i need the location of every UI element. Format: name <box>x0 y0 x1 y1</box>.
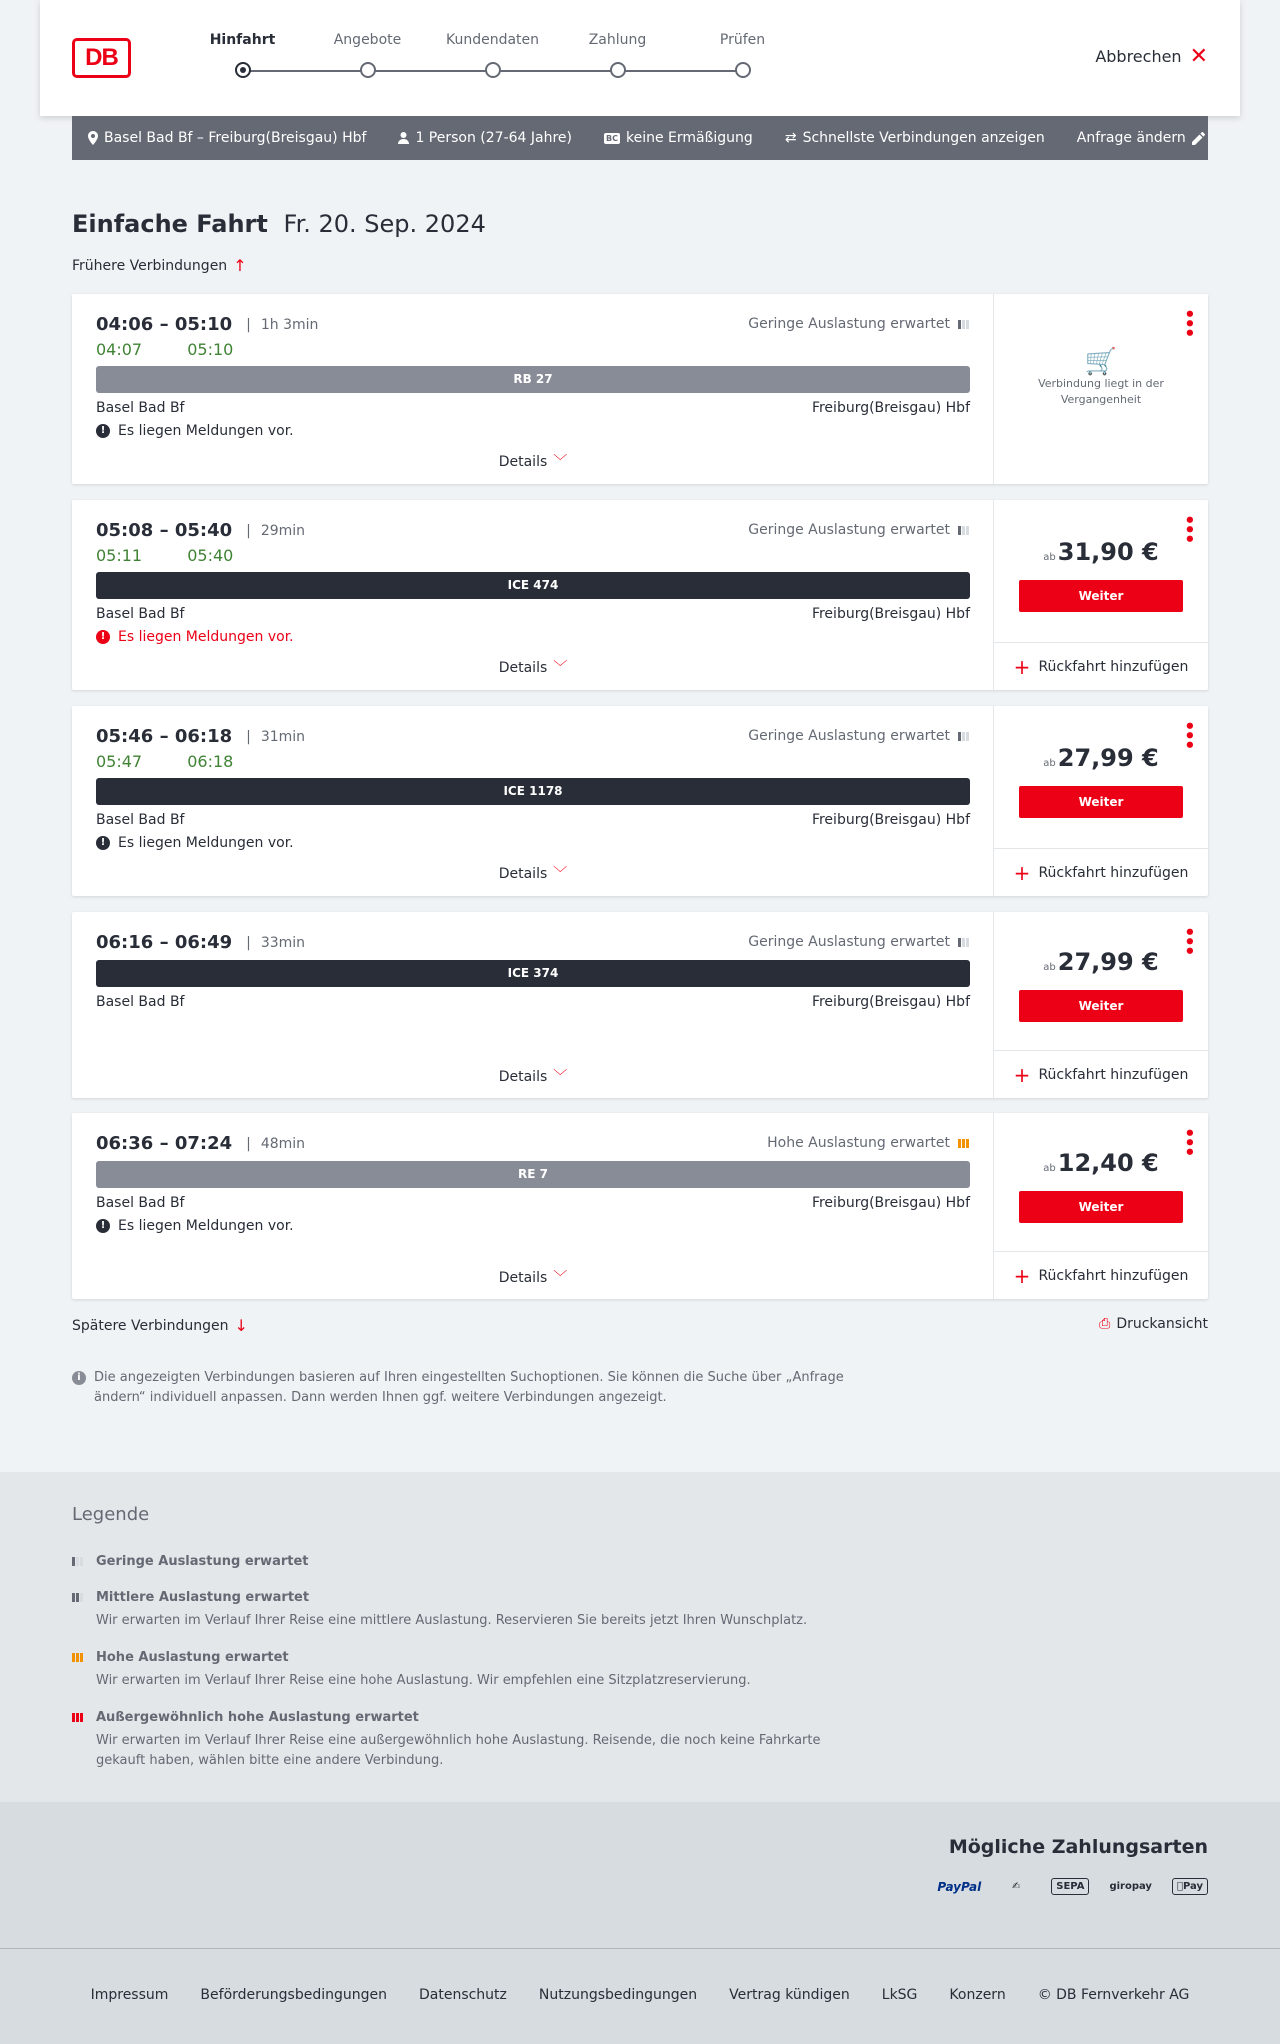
plus-icon: + <box>1013 1062 1031 1087</box>
step-dot <box>735 62 751 78</box>
route-summary <box>88 130 366 146</box>
legend-item <box>72 1710 852 1771</box>
time-range: 06:16 – 06:49 <box>96 932 233 953</box>
time-range: 04:06 – 05:10 <box>96 314 233 335</box>
details-label: Details <box>498 454 548 470</box>
step-pruefen <box>680 32 805 52</box>
duration: 48min <box>260 1135 306 1152</box>
realtime-arrival: 05:10 <box>187 340 234 359</box>
load-indicator <box>748 728 969 744</box>
separator: | <box>246 934 251 951</box>
add-return-label: Rückfahrt hinzufügen <box>1038 864 1189 881</box>
legend-label: Hohe Auslastung erwartet <box>96 1650 289 1665</box>
load-indicator <box>767 1135 969 1151</box>
arrow-down-icon: ↓ <box>234 1316 248 1335</box>
stations-row <box>96 400 970 416</box>
load-indicator <box>748 934 969 950</box>
payment-title: Mögliche Zahlungsarten <box>948 1836 1208 1858</box>
more-options-icon[interactable]: ••• <box>1178 720 1199 749</box>
price-prefix: ab <box>1043 552 1056 563</box>
step-dot <box>360 62 376 78</box>
price-value: 31,90 € <box>1057 538 1159 566</box>
step-label: Hinfahrt <box>209 32 276 48</box>
person-icon <box>398 132 409 144</box>
print-view-link[interactable] <box>1099 1316 1208 1332</box>
more-options-icon[interactable]: ••• <box>1178 1127 1199 1156</box>
realtime-times <box>96 752 273 771</box>
connection-main <box>72 912 994 1098</box>
db-logo[interactable]: DB <box>72 38 131 78</box>
cart-unavailable-icon: 🛒 <box>1084 347 1118 377</box>
price <box>994 948 1208 976</box>
legend-title: Legende <box>72 1504 150 1525</box>
add-return-label: Rückfahrt hinzufügen <box>1038 658 1189 675</box>
cancel-button[interactable] <box>1095 43 1208 69</box>
details-toggle[interactable] <box>72 1267 994 1287</box>
option-text: Schnellste Verbindungen anzeigen <box>802 130 1045 146</box>
legend-label: Außergewöhnlich hohe Auslastung erwartet <box>96 1710 419 1725</box>
add-return-button[interactable] <box>994 848 1208 896</box>
sepa-icon: SEPA <box>1051 1878 1089 1895</box>
load-text: Geringe Auslastung erwartet <box>748 728 950 744</box>
later-connections-link[interactable] <box>72 1316 248 1335</box>
price-prefix: ab <box>1043 1163 1056 1174</box>
connection-card[interactable] <box>72 912 1208 1098</box>
chevron-down-icon: ﹀ <box>553 454 568 470</box>
print-label: Druckansicht <box>1116 1316 1208 1332</box>
continue-button[interactable]: Weiter <box>1019 580 1183 612</box>
connection-card[interactable] <box>72 294 1208 484</box>
alert-icon: ! <box>96 1219 110 1233</box>
continue-button[interactable]: Weiter <box>1019 1191 1183 1223</box>
step-label: Prüfen <box>719 32 766 48</box>
chevron-down-icon: ﹀ <box>553 866 568 882</box>
traveller-text: 1 Person (27-64 Jahre) <box>415 130 572 146</box>
connection-card[interactable] <box>72 706 1208 896</box>
footer-link-konzern[interactable]: Konzern <box>949 1987 1006 2003</box>
past-connection-notice <box>994 347 1208 408</box>
step-label: Kundendaten <box>445 32 540 48</box>
legend-description: Wir erwarten im Verlauf Ihrer Reise eine außergewöhnlich hohe Auslastung. Reisende, die noch keine Fahrkarte gekauft haben, wählen bitte eine andere Verbindung. <box>96 1733 821 1768</box>
low-load-icon <box>958 320 969 329</box>
continue-button[interactable]: Weiter <box>1019 786 1183 818</box>
connection-offer <box>994 912 1208 1098</box>
add-return-label: Rückfahrt hinzufügen <box>1038 1066 1189 1083</box>
price-value: 12,40 € <box>1057 1149 1159 1177</box>
add-return-label: Rückfahrt hinzufügen <box>1038 1267 1189 1284</box>
plus-icon: + <box>1013 654 1031 679</box>
duration: 1h 3min <box>260 316 319 333</box>
connection-card[interactable] <box>72 1113 1208 1299</box>
arrival-station: Freiburg(Breisgau) Hbf <box>811 400 970 416</box>
details-label: Details <box>498 1270 548 1286</box>
step-kundendaten <box>430 32 555 52</box>
footer <box>0 1948 1280 2044</box>
footer-link-impressum[interactable]: Impressum <box>90 1987 169 2003</box>
earlier-label: Frühere Verbindungen <box>72 257 228 274</box>
high-load-icon <box>958 1139 969 1148</box>
paypal-icon: PayPal <box>937 1879 982 1894</box>
stations-row <box>96 812 970 828</box>
add-return-button[interactable] <box>994 1050 1208 1098</box>
past-text-line1: Verbindung liegt in der <box>1038 377 1164 390</box>
step-label: Angebote <box>333 32 402 48</box>
connection-times <box>96 314 318 335</box>
arrival-station: Freiburg(Breisgau) Hbf <box>811 606 970 622</box>
change-request-button[interactable] <box>1077 130 1205 146</box>
stations-row <box>96 606 970 622</box>
step-dot-active <box>235 62 251 78</box>
giropay-icon: giropay <box>1109 1881 1152 1892</box>
bahncard-icon: BC <box>606 133 618 143</box>
message-notice <box>96 835 294 851</box>
message-notice <box>96 423 294 439</box>
load-text: Hohe Auslastung erwartet <box>767 1135 950 1151</box>
message-text: Es liegen Meldungen vor. <box>118 629 294 645</box>
footer-link-nutzungsbedingungen[interactable]: Nutzungsbedingungen <box>538 1987 698 2003</box>
route-text: Basel Bad Bf – Freiburg(Breisgau) Hbf <box>104 130 367 146</box>
footer-links <box>0 1987 1280 2003</box>
apple-pay-label: Pay <box>1182 1881 1203 1892</box>
continue-button[interactable]: Weiter <box>1019 990 1183 1022</box>
price-prefix: ab <box>1043 962 1056 973</box>
booking-header <box>40 0 1240 116</box>
low-load-icon <box>72 1557 88 1566</box>
load-indicator <box>748 522 969 538</box>
stations-row <box>96 994 970 1010</box>
details-label: Details <box>498 660 548 676</box>
connection-offer <box>994 706 1208 896</box>
footer-link-lksg[interactable]: LkSG <box>881 1987 918 2003</box>
legend-section <box>0 1472 1280 1802</box>
legend-item <box>72 1590 852 1631</box>
realtime-times <box>96 340 273 359</box>
details-toggle[interactable] <box>72 863 994 883</box>
stations-row <box>96 1195 970 1211</box>
plus-icon: + <box>1013 1263 1031 1288</box>
high-load-icon <box>72 1653 88 1662</box>
step-hinfahrt[interactable] <box>180 32 305 52</box>
legend-item-title <box>72 1650 852 1665</box>
cancel-label: Abbrechen <box>1095 47 1182 66</box>
details-toggle[interactable] <box>72 657 994 677</box>
step-zahlung <box>555 32 680 52</box>
plus-icon: + <box>1013 860 1031 885</box>
legend-description: Wir erwarten im Verlauf Ihrer Reise eine mittlere Auslastung. Reservieren Sie bereits jetzt Ihren Wunschplatz. <box>96 1613 808 1628</box>
train-bar[interactable]: ICE 1178 <box>96 778 970 805</box>
separator: | <box>246 728 251 745</box>
realtime-departure: 04:07 <box>96 340 143 359</box>
message-notice <box>96 1218 294 1234</box>
credit-card-hand-icon: ✍ <box>1012 1881 1021 1892</box>
copyright: © DB Fernverkehr AG <box>1037 1987 1190 2003</box>
connection-main <box>72 294 994 484</box>
connection-offer <box>994 1113 1208 1299</box>
low-load-icon <box>958 938 969 947</box>
details-label: Details <box>498 1069 548 1085</box>
chevron-down-icon: ﹀ <box>553 1270 568 1286</box>
connection-offer <box>994 500 1208 690</box>
step-dot <box>610 62 626 78</box>
connection-main <box>72 1113 994 1299</box>
duration: 33min <box>260 934 306 951</box>
legend-item-title <box>72 1710 852 1725</box>
info-text: Die angezeigten Verbindungen basieren auf Ihren eingestellten Suchoptionen. Sie können die Suche über „Anfrage ändern“ individuell anpassen. Dann werden Ihnen ggf. weitere Verbindungen angezeigt. <box>94 1370 844 1405</box>
message-text: Es liegen Meldungen vor. <box>118 1218 294 1234</box>
connection-times <box>96 932 305 953</box>
message-notice <box>96 629 294 645</box>
message-text: Es liegen Meldungen vor. <box>118 835 294 851</box>
progress-stepper <box>180 32 780 82</box>
departure-station: Basel Bad Bf <box>96 994 185 1010</box>
legend-item-title <box>72 1590 852 1605</box>
price-value: 27,99 € <box>1057 744 1159 772</box>
separator: | <box>246 522 251 539</box>
arrow-up-icon: ↑ <box>233 256 247 275</box>
chevron-down-icon: ﹀ <box>553 660 568 676</box>
time-range: 05:46 – 06:18 <box>96 726 233 747</box>
more-options-icon[interactable]: ••• <box>1178 514 1199 543</box>
legend-description: Wir erwarten im Verlauf Ihrer Reise eine hohe Auslastung. Wir empfehlen eine Sitzplatzreservierung. <box>96 1673 751 1688</box>
step-label: Zahlung <box>588 32 647 48</box>
more-options-icon[interactable]: ••• <box>1178 308 1199 337</box>
train-bar[interactable]: ICE 474 <box>96 572 970 599</box>
step-angebote <box>305 32 430 52</box>
close-icon: ✕ <box>1189 43 1208 69</box>
details-toggle[interactable] <box>72 1066 994 1086</box>
more-options-icon[interactable]: ••• <box>1178 926 1199 955</box>
separator: | <box>246 316 251 333</box>
very-high-load-icon <box>72 1713 88 1722</box>
arrival-station: Freiburg(Breisgau) Hbf <box>811 812 970 828</box>
info-icon: i <box>72 1371 86 1385</box>
train-bar[interactable]: RE 7 <box>96 1161 970 1188</box>
connection-main <box>72 706 994 896</box>
trip-date: Fr. 20. Sep. 2024 <box>283 210 486 238</box>
printer-icon: ⎙ <box>1099 1316 1111 1332</box>
load-text: Geringe Auslastung erwartet <box>748 934 950 950</box>
realtime-arrival: 05:40 <box>187 546 234 565</box>
train-bar[interactable]: RB 27 <box>96 366 970 393</box>
legend-label: Mittlere Auslastung erwartet <box>96 1590 310 1605</box>
page-title <box>72 210 486 238</box>
train-bar[interactable]: ICE 374 <box>96 960 970 987</box>
footer-link-befoerderungsbedingungen[interactable]: Beförderungsbedingungen <box>200 1987 387 2003</box>
duration: 31min <box>260 728 306 745</box>
low-load-icon <box>958 526 969 535</box>
price <box>994 538 1208 566</box>
price <box>994 744 1208 772</box>
alert-icon: ! <box>96 424 110 438</box>
past-text-line2: Vergangenheit <box>1060 393 1142 406</box>
connection-card[interactable] <box>72 500 1208 690</box>
connection-main <box>72 500 994 690</box>
departure-station: Basel Bad Bf <box>96 400 185 416</box>
realtime-departure: 05:47 <box>96 752 143 771</box>
price-value: 27,99 € <box>1057 948 1159 976</box>
swap-arrows-icon: ⇄ <box>784 130 797 146</box>
load-indicator <box>748 316 969 332</box>
payment-icons <box>937 1878 1208 1895</box>
separator: | <box>246 1135 251 1152</box>
realtime-departure: 05:11 <box>96 546 143 565</box>
connection-offer <box>994 294 1208 484</box>
earlier-connections-link[interactable] <box>72 256 247 275</box>
later-label: Spätere Verbindungen <box>72 1317 229 1334</box>
arrival-station: Freiburg(Breisgau) Hbf <box>811 994 970 1010</box>
departure-station: Basel Bad Bf <box>96 1195 185 1211</box>
load-text: Geringe Auslastung erwartet <box>748 522 950 538</box>
discount-text: keine Ermäßigung <box>625 130 753 146</box>
traveller-summary <box>398 130 572 146</box>
connection-times <box>96 520 305 541</box>
step-dot <box>485 62 501 78</box>
connection-times <box>96 1133 305 1154</box>
option-summary <box>785 130 1045 146</box>
add-return-button[interactable] <box>994 642 1208 690</box>
search-info-note <box>72 1368 852 1408</box>
departure-station: Basel Bad Bf <box>96 606 185 622</box>
duration: 29min <box>260 522 306 539</box>
change-request-label: Anfrage ändern <box>1076 130 1186 146</box>
discount-summary <box>604 130 753 146</box>
location-pin-icon <box>88 131 98 145</box>
alert-icon: ! <box>96 630 110 644</box>
legend-label: Geringe Auslastung erwartet <box>96 1554 309 1569</box>
price-prefix: ab <box>1043 758 1056 769</box>
alert-icon: ! <box>96 836 110 850</box>
legend-item-title <box>72 1554 852 1569</box>
footer-link-datenschutz[interactable]: Datenschutz <box>418 1987 507 2003</box>
trip-type: Einfache Fahrt <box>72 210 268 238</box>
search-summary-bar <box>72 116 1208 160</box>
legend-item <box>72 1554 852 1569</box>
realtime-times <box>96 546 273 565</box>
details-label: Details <box>498 866 548 882</box>
arrival-station: Freiburg(Breisgau) Hbf <box>811 1195 970 1211</box>
legend-item <box>72 1650 852 1691</box>
footer-link-vertrag-kuendigen[interactable]: Vertrag kündigen <box>729 1987 850 2003</box>
low-load-icon <box>958 732 969 741</box>
departure-station: Basel Bad Bf <box>96 812 185 828</box>
realtime-arrival: 06:18 <box>187 752 234 771</box>
apple-pay-icon <box>1172 1878 1208 1895</box>
payment-methods-section <box>0 1802 1280 1948</box>
pencil-icon <box>1192 132 1205 145</box>
medium-load-icon <box>72 1593 88 1602</box>
time-range: 06:36 – 07:24 <box>96 1133 233 1154</box>
chevron-down-icon: ﹀ <box>553 1069 568 1085</box>
details-toggle[interactable] <box>72 451 994 471</box>
price <box>994 1149 1208 1177</box>
connection-times <box>96 726 305 747</box>
message-text: Es liegen Meldungen vor. <box>118 423 294 439</box>
load-text: Geringe Auslastung erwartet <box>748 316 950 332</box>
time-range: 05:08 – 05:40 <box>96 520 233 541</box>
add-return-button[interactable] <box>994 1251 1208 1299</box>
